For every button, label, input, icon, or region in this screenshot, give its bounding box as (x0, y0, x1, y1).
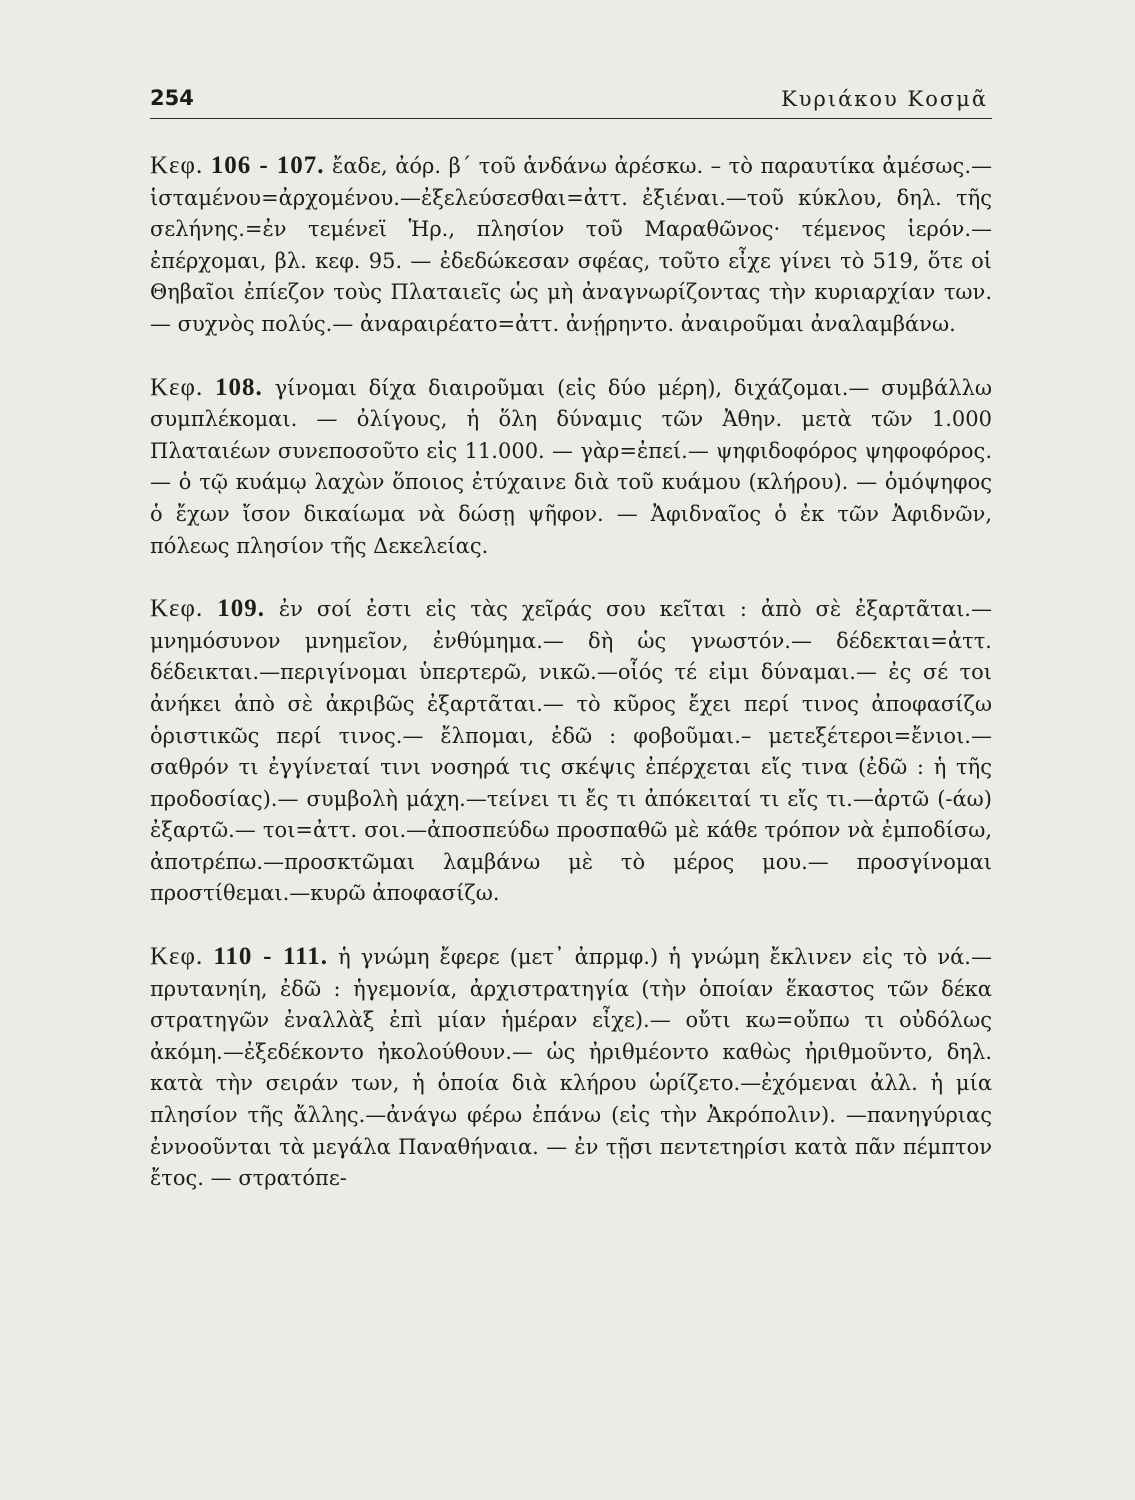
chapter-number: 110 - 111. (213, 943, 329, 971)
entry-text: ἔαδε, ἀόρ. β΄ τοῦ ἁνδάνω ἀρέσκω. – τὸ παραυτίκα ἀμέσως.—ἱσταμένου=ἀρχομένου.—ἐξελεύσεσθαι=ἀττ. ἐξιέναι.—τοῦ κύκλου, δηλ. τῆς σελήνης.=ἐν τεμένεϊ Ἡρ., πλησίον τοῦ Μαραθῶνος· τέμενος ἱερόν.—ἐπέρχομαι, βλ. κεφ. 95. — ἐδεδώκεσαν σφέας, τοῦτο εἶχε γίνει τὸ 519, ὅτε οἱ Θηβαῖοι ἐπίεζον τοὺς Πλαταιεῖς ὡς μὴ ἀναγνωρίζοντας τὴν κυριαρχίαν των. — συχνὸς πολύς.— ἀναραιρέατο=ἀττ. ἀνῄρηντο. ἀναιροῦμαι ἀναλαμβάνω. (150, 154, 992, 336)
chapter-number: 109. (217, 595, 265, 623)
page-header (150, 84, 992, 119)
chapter-label: Κεφ. (150, 152, 204, 179)
chapter-label: Κεφ. (150, 943, 204, 971)
chapter-entry-109 (150, 593, 992, 910)
page-number: 254 (150, 86, 194, 110)
chapter-entry-106-107 (150, 150, 992, 341)
commentary-body (150, 150, 992, 1195)
entry-text: ἡ γνώμη ἔφερε (μετ᾽ ἀπρμφ.) ἡ γνώμη ἔκλινεν εἰς τὸ νά.—πρυτανηίη, ἐδῶ : ἡγεμονία, ἀρχιστρατηγία (τὴν ὁποίαν ἕκαστος τῶν δέκα στρατηγῶν ἐναλλὰξ ἐπὶ μίαν ἡμέραν εἶχε).— οὔτι κω=οὔπω τι οὐδόλως ἀκόμη.—ἐξεδέκοντο ἠκολούθουν.— ὡς ἠριθμέοντο καθὼς ἠριθμοῦντο, δηλ. κατὰ τὴν σειράν των, ἡ ὁποία διὰ κλήρου ὡρίζετο.—ἐχόμεναι ἀλλ. ἡ μία πλησίον τῆς ἄλλης.—ἀνάγω φέρω ἐπάνω (εἰς τὴν Ἀκρόπολιν). —πανηγύριας ἐννοοῦνται τὰ μεγάλα Παναθήναια. — ἐν τῇσι πεντετηρίσι κατὰ πᾶν πέμπτον ἔτος. — στρατόπε- (150, 945, 992, 1191)
chapter-number: 108. (215, 373, 263, 401)
running-title: Κυριάκου Κοσμᾶ (781, 87, 988, 111)
chapter-number: 106 - 107. (210, 152, 325, 179)
chapter-label: Κεφ. (150, 595, 204, 623)
chapter-entry-108 (150, 372, 992, 563)
entry-text: γίνομαι δίχα διαιροῦμαι (εἰς δύο μέρη), διχάζομαι.— συμβάλλω συμπλέκομαι. — ὀλίγους, ἡ ὅλη δύναμις τῶν Ἀθην. μετὰ τῶν 1.000 Πλαταιέων συνεποσοῦτο εἰς 11.000. — γὰρ=ἐπεί.— ψηφιδοφόρος ψηφοφόρος. — ὁ τῷ κυάμῳ λαχὼν ὅποιος ἐτύχαινε διὰ τοῦ κυάμου (κλήρου). — ὁμόψηφος ὁ ἔχων ἴσον δικαίωμα νὰ δώσῃ ψῆφον. — Ἀφιδναῖος ὁ ἐκ τῶν Ἀφιδνῶν, πόλεως πλησίον τῆς Δεκελείας. (150, 375, 992, 558)
entry-text: ἐν σοί ἐστι εἰς τὰς χεῖράς σου κεῖται : ἀπὸ σὲ ἐξαρτᾶται.— μνημόσυνον μνημεῖον, ἐνθύμημα.— δὴ ὡς γνωστόν.— δέδεκται=ἀττ. δέδεικται.—περιγίνομαι ὑπερτερῶ, νικῶ.—οἷός τέ εἰμι δύναμαι.— ἐς σέ τοι ἀνήκει ἀπὸ σὲ ἀκριβῶς ἐξαρτᾶται.— τὸ κῦρος ἔχει περί τινος ἀποφασίζω ὁριστικῶς περί τινος.— ἔλπομαι, ἐδῶ : φοβοῦμαι.– μετεξέτεροι=ἔνιοι.—σαθρόν τι ἐγγίνεταί τινι νοσηρά τις σκέψις ἐπέρχεται εἴς τινα (ἐδῶ : ἡ τῆς προδοσίας).— συμβολὴ μάχη.—τείνει τι ἔς τι ἀπόκειταί τι εἴς τι.—ἀρτῶ (-άω) ἐξαρτῶ.— τοι=ἀττ. σοι.—ἀποσπεύδω προσπαθῶ μὲ κάθε τρόπον νὰ ἐμποδίσω, ἀποτρέπω.—προσκτῶμαι λαμβάνω μὲ τὸ μέρος μου.— προσγίνομαι προστίθεμαι.—κυρῶ ἀποφασίζω. (150, 597, 992, 906)
chapter-label: Κεφ. (150, 373, 204, 401)
chapter-entry-110-111 (150, 941, 992, 1195)
